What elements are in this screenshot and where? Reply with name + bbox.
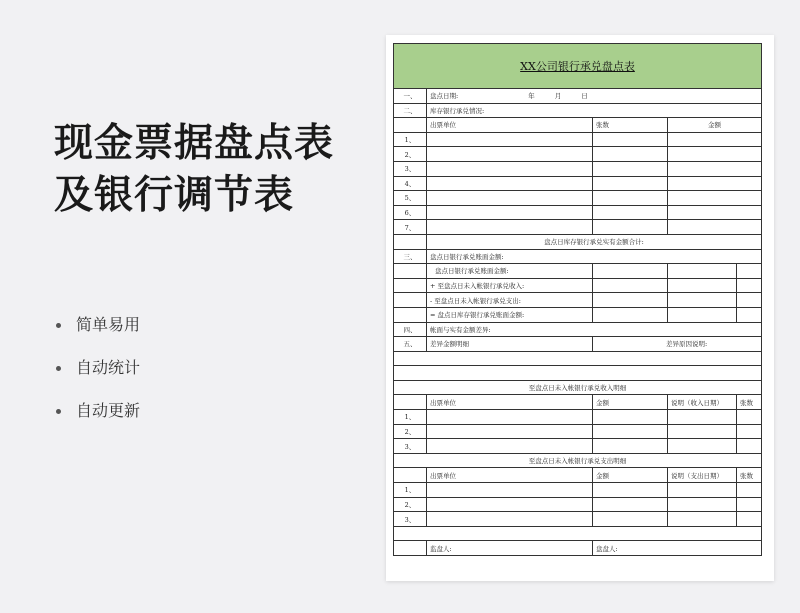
section-label: 盘点日银行承兑账面金额: [427, 249, 762, 264]
table-row [394, 176, 762, 191]
cell[interactable] [668, 205, 762, 220]
table-row [394, 366, 762, 381]
cell[interactable] [593, 483, 668, 498]
day-label: 日 [581, 92, 588, 101]
table-row [394, 234, 762, 249]
cell[interactable] [668, 176, 762, 191]
feature-item: 自动更新 [56, 396, 140, 439]
cell[interactable] [427, 176, 593, 191]
table-row [394, 380, 762, 395]
table-header-row [394, 395, 762, 410]
row-number: 1、 [394, 132, 427, 147]
section-number: 四、 [394, 322, 427, 337]
col-header-amount: 金额 [668, 118, 762, 133]
cell[interactable] [668, 132, 762, 147]
table-row [394, 337, 762, 352]
date-label: 盘点日期: [430, 92, 459, 101]
headline [54, 118, 334, 222]
cell[interactable] [427, 132, 593, 147]
counter-signature[interactable]: 监盘人: [427, 541, 593, 556]
reconcile-label: 盘点日银行承兑账面金额: [427, 264, 593, 279]
cell[interactable] [593, 176, 668, 191]
col-header-unit: 出票单位 [427, 468, 593, 483]
cell[interactable] [668, 439, 737, 454]
table-row [394, 307, 762, 322]
row-number: 7、 [394, 220, 427, 235]
cell[interactable] [593, 497, 668, 512]
table-row [394, 103, 762, 118]
cell[interactable] [668, 264, 737, 279]
cell[interactable] [427, 497, 593, 512]
section-label: 帐面与实有金额差异: [427, 322, 762, 337]
cell[interactable] [427, 220, 593, 235]
col-header-unit: 出票单位 [427, 118, 593, 133]
cell[interactable] [394, 351, 762, 366]
table-row [394, 453, 762, 468]
cell[interactable] [737, 483, 762, 498]
feature-list [56, 310, 140, 439]
cell[interactable] [668, 293, 737, 308]
cell[interactable] [737, 497, 762, 512]
cell[interactable] [668, 497, 737, 512]
cell[interactable] [593, 512, 668, 527]
table-row [394, 322, 762, 337]
row-number: 2、 [394, 497, 427, 512]
table-row [394, 278, 762, 293]
cell[interactable] [593, 307, 668, 322]
year-label: 年 [528, 92, 535, 101]
signature-row [394, 541, 762, 556]
col-header-count: 张数 [593, 118, 668, 133]
section-number: 三、 [394, 249, 427, 264]
table-row [394, 89, 762, 104]
headline-line-2: 及银行调节表 [54, 173, 295, 218]
cell[interactable] [737, 439, 762, 454]
table-row [394, 293, 762, 308]
col-header-note: 说明（支出日期） [668, 468, 737, 483]
cell[interactable] [593, 220, 668, 235]
cell[interactable] [427, 483, 593, 498]
section-label: 库存银行承兑情况: [427, 103, 762, 118]
cell[interactable] [737, 264, 762, 279]
section-label: 差异金额明细 [427, 337, 593, 352]
cell[interactable] [427, 191, 593, 206]
difference-reason-label[interactable]: 差异原因说明: [593, 337, 762, 352]
cell[interactable] [394, 366, 762, 381]
table-row [394, 526, 762, 541]
cell[interactable] [593, 147, 668, 162]
reconcile-label: = 盘点日库存银行承兑账面金额: [427, 307, 593, 322]
table-row [394, 424, 762, 439]
table-header-row [394, 468, 762, 483]
inventory-total-label: 盘点日库存银行承兑实有金额合计: [427, 234, 762, 249]
cell[interactable] [668, 161, 762, 176]
reconcile-label: + 至盘点日未入帐银行承兑收入: [427, 278, 593, 293]
cell[interactable] [737, 424, 762, 439]
cell[interactable] [668, 410, 737, 425]
cell[interactable] [593, 278, 668, 293]
supervisor-signature[interactable]: 盘盘人: [593, 541, 762, 556]
section-number: 二、 [394, 103, 427, 118]
cell[interactable] [427, 410, 593, 425]
cell[interactable] [593, 264, 668, 279]
row-number: 5、 [394, 191, 427, 206]
table-row [394, 191, 762, 206]
row-number: 2、 [394, 424, 427, 439]
cell[interactable] [427, 205, 593, 220]
table-row [394, 512, 762, 527]
inventory-table [393, 43, 762, 556]
cell[interactable] [593, 191, 668, 206]
cell[interactable] [593, 161, 668, 176]
income-detail-title: 至盘点日未入帐银行承兑收入明细 [394, 380, 762, 395]
table-header-row [394, 118, 762, 133]
headline-line-1: 现金票据盘点表 [54, 121, 335, 166]
cell[interactable] [427, 424, 593, 439]
cell[interactable] [593, 205, 668, 220]
reconcile-label: - 至盘点日未入帐银行承兑支出: [427, 293, 593, 308]
table-row [394, 161, 762, 176]
col-header-unit: 出票单位 [427, 395, 593, 410]
table-row [394, 351, 762, 366]
cell[interactable] [737, 307, 762, 322]
row-number: 1、 [394, 410, 427, 425]
cell[interactable] [668, 191, 762, 206]
col-header-count: 张数 [737, 395, 762, 410]
table-row [394, 147, 762, 162]
col-header-amount: 金额 [593, 395, 668, 410]
row-number: 3、 [394, 439, 427, 454]
table-row [394, 264, 762, 279]
cell[interactable] [737, 410, 762, 425]
table-row [394, 410, 762, 425]
cell[interactable] [668, 424, 737, 439]
row-number: 4、 [394, 176, 427, 191]
cell[interactable] [394, 526, 762, 541]
cell[interactable] [593, 410, 668, 425]
row-number: 2、 [394, 147, 427, 162]
feature-item: 简单易用 [56, 310, 140, 353]
cell[interactable] [737, 293, 762, 308]
cell[interactable] [668, 512, 737, 527]
row-number: 3、 [394, 161, 427, 176]
cell[interactable] [427, 161, 593, 176]
cell[interactable] [668, 147, 762, 162]
feature-item: 自动统计 [56, 353, 140, 396]
row-number: 1、 [394, 483, 427, 498]
sheet-title: XX公司银行承兑盘点表 [394, 44, 762, 89]
cell[interactable] [668, 483, 737, 498]
date-cell[interactable] [427, 89, 762, 104]
row-number: 6、 [394, 205, 427, 220]
cell[interactable] [427, 439, 593, 454]
cell[interactable] [668, 220, 762, 235]
month-label: 月 [554, 92, 562, 101]
cell[interactable] [427, 512, 593, 527]
cell[interactable] [668, 307, 737, 322]
cell[interactable] [737, 512, 762, 527]
col-header-note: 说明（收入日期） [668, 395, 737, 410]
cell[interactable] [668, 278, 737, 293]
table-row [394, 483, 762, 498]
cell[interactable] [427, 147, 593, 162]
table-row [394, 249, 762, 264]
table-row [394, 220, 762, 235]
expense-detail-title: 至盘点日未入帐银行承兑支出明细 [394, 453, 762, 468]
table-row [394, 205, 762, 220]
table-row [394, 132, 762, 147]
section-number: 一、 [394, 89, 427, 104]
row-number: 3、 [394, 512, 427, 527]
cell[interactable] [593, 132, 668, 147]
col-header-count: 张数 [737, 468, 762, 483]
cell[interactable] [593, 439, 668, 454]
section-number: 五、 [394, 337, 427, 352]
cell[interactable] [737, 278, 762, 293]
spreadsheet-preview [386, 35, 774, 581]
table-row [394, 439, 762, 454]
col-header-amount: 金额 [593, 468, 668, 483]
table-row [394, 497, 762, 512]
cell[interactable] [593, 293, 668, 308]
cell[interactable] [593, 424, 668, 439]
